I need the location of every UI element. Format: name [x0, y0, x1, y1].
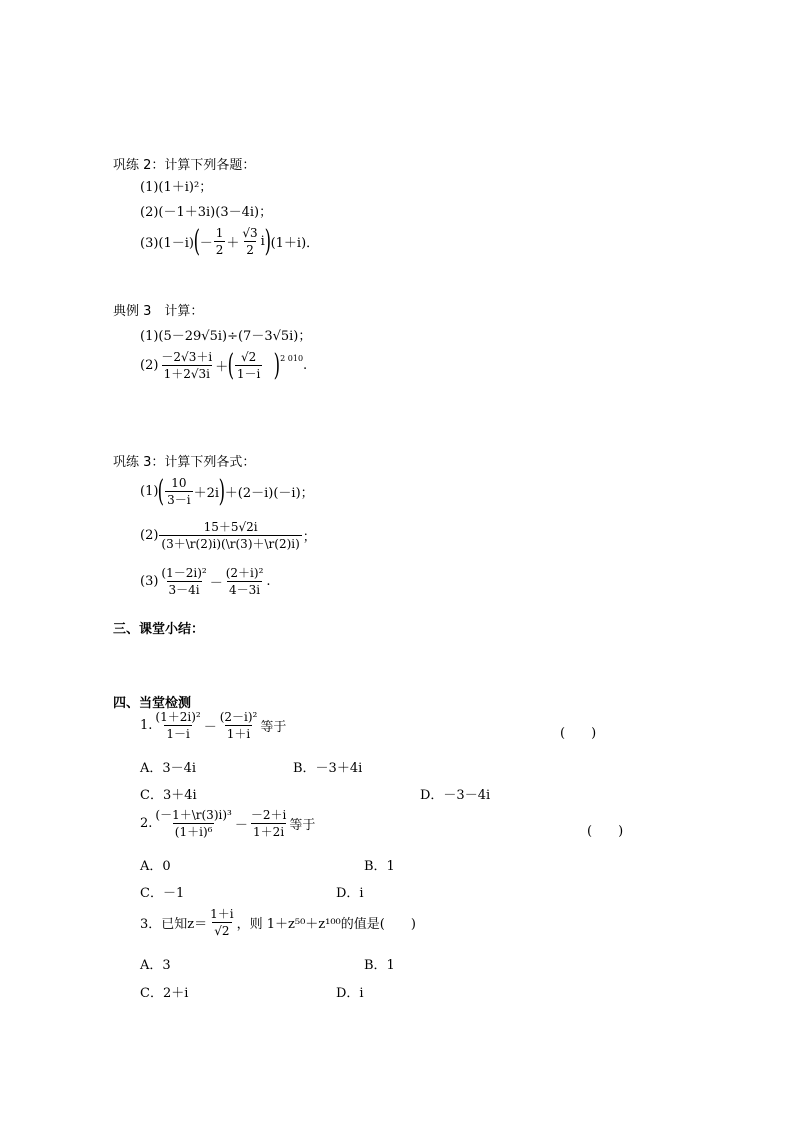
frac-numerator: (－1＋\r(3)i)³ — [155, 808, 232, 822]
frac-denominator: √2 — [214, 924, 230, 938]
frac-numerator: (2＋i)² — [225, 566, 264, 580]
example3-item2-prefix: (2) — [140, 358, 159, 373]
test-q2-option-a: A．0 — [140, 859, 171, 874]
frac-denominator: 1－i — [236, 367, 261, 381]
practice3-item1-mid: ＋2i — [193, 486, 220, 501]
test-q2-option-d: D．i — [336, 886, 364, 901]
test-q1-option-d: D．－3－4i — [420, 788, 491, 803]
test-q2-prefix: 2. — [140, 816, 153, 831]
test-q1-option-b: B．－3＋4i — [293, 761, 363, 776]
test-q3-suffix: ，则 1＋z⁵⁰＋z¹⁰⁰的值是( ) — [236, 917, 416, 932]
paren-left: ( — [193, 223, 201, 259]
practice2-item3: (3)(1－i) ( － $\frac{1}{2}$ ＋ $\frac{√3}{2}$ i ) (1＋i)． — [140, 223, 320, 259]
practice3-item2-prefix: (2) — [140, 528, 159, 543]
practice3-item1-frac — [165, 476, 192, 507]
frac-numerator: 1＋i — [210, 907, 234, 921]
test-q2-suffix: 等于 — [289, 818, 316, 833]
frac-numerator: 10 — [171, 476, 187, 490]
frac-numerator: √2 — [241, 350, 257, 364]
test-q3-frac — [208, 907, 235, 938]
test-q1-option-a: A．3－4i — [140, 761, 197, 776]
test-q3 — [140, 907, 416, 938]
frac-denominator: 1＋2√3i — [163, 367, 210, 381]
test-q1-option-c: C．3＋4i — [140, 788, 197, 803]
test-q2-frac2 — [249, 808, 288, 839]
frac-numerator: (1－2i)² — [161, 566, 207, 580]
practice3-item3-end: . — [266, 574, 271, 589]
paren-left: ( — [227, 347, 235, 383]
practice3-item2-end: ； — [302, 530, 316, 545]
example3-item2: (2) $\frac{-2√3+i}{1+2√3i}$ ＋ ( $\frac{√2}{1-i}$ ) $^{2 010}$ . — [140, 347, 308, 383]
practice3-item1-prefix: (1) — [140, 484, 159, 499]
test-q3-option-c: C．2＋i — [140, 986, 189, 1001]
practice3-title: 巩练 3：计算下列各式： — [113, 455, 256, 470]
test-q3-option-a: A．3 — [140, 958, 171, 973]
frac-numerator: (2－i)² — [219, 710, 258, 724]
example3-item2-frac1 — [159, 350, 214, 381]
frac-denominator: 3－4i — [168, 583, 200, 597]
practice3-item1 — [140, 473, 314, 509]
test-title: 四、当堂检测 — [113, 696, 192, 711]
example3-item2-end: . — [303, 358, 308, 373]
frac-numerator: －2＋i — [250, 808, 287, 822]
practice3-item1-suffix: ＋(2－i)(－i)； — [224, 486, 314, 501]
paren-right: ) — [218, 473, 226, 509]
frac-numerator: (1＋2i)² — [155, 710, 201, 724]
frac-numerator: －2√3＋i — [161, 350, 213, 364]
practice2-item3-suffix: (1＋i)． — [270, 236, 320, 251]
practice3-item3-frac1 — [159, 566, 208, 597]
test-q1-suffix: 等于 — [260, 720, 287, 735]
practice2-item3-frac-a — [214, 226, 226, 257]
test-q1: 1. $\frac{\text{(1＋2i)²}}{1-i}$ － $\frac{\text{(2－i)²}}{1+i}$ 等于 — [140, 710, 287, 741]
frac-denominator: (1＋i)⁶ — [174, 825, 213, 839]
frac-denominator: 2 — [215, 243, 224, 257]
example3-item2-frac2 — [235, 350, 262, 381]
practice2-item3-prefix: (3)(1－i) — [140, 236, 194, 251]
example3-item1: (1)(5－29√5i)÷(7－3√5i)； — [140, 329, 312, 344]
test-q3-prefix: 3．已知z＝ — [140, 917, 208, 932]
frac-denominator: 1＋2i — [253, 825, 285, 839]
test-q2-option-c: C．－1 — [140, 886, 185, 901]
test-q1-answer-bracket: ( ) — [560, 726, 597, 741]
test-q2: 2. $\frac{\text{(－1＋\textbackslash{}r(3)i)³}}{\text{(1＋i)⁶}}$ － $\frac{-2+i}{1+2i}$ 等于 — [140, 808, 316, 839]
paren-left: ( — [158, 473, 165, 509]
frac-denominator: 4－3i — [229, 583, 261, 597]
practice3-item3-prefix: (3) — [140, 574, 159, 589]
practice3-item3: (3) $\frac{\text{(1－2i)²}}{3-4i}$ － $\frac{\text{(2＋i)²}}{4-3i}$ . — [140, 566, 271, 597]
test-q3-option-d: D．i — [336, 986, 364, 1001]
frac-numerator: 15＋5√2i — [203, 520, 258, 534]
practice3-item2 — [140, 520, 316, 551]
test-q1-prefix: 1. — [140, 718, 153, 733]
practice2-item1: (1)(1＋i)²； — [140, 180, 213, 195]
practice2-item2: (2)(－1＋3i)(3－4i)； — [140, 205, 273, 220]
paren-right: ) — [274, 347, 281, 383]
frac-denominator: 3－i — [167, 493, 191, 507]
practice3-item3-frac2 — [224, 566, 266, 597]
frac-numerator: 1 — [215, 226, 224, 240]
frac-denominator: 2 — [246, 243, 254, 257]
frac-denominator: (3＋\r(2)i)(\r(3)＋\r(2)i) — [161, 537, 300, 551]
test-q2-option-b: B．1 — [364, 859, 395, 874]
summary-title: 三、课堂小结： — [113, 622, 205, 637]
practice3-item2-frac — [159, 520, 301, 551]
practice2-title: 巩练 2：计算下列各题： — [113, 158, 256, 173]
paren-right: ) — [264, 223, 271, 259]
test-q1-frac2 — [218, 710, 260, 741]
frac-denominator: 1＋i — [226, 727, 251, 741]
practice2-item3-frac-b — [240, 226, 259, 257]
test-q2-frac1 — [153, 808, 233, 839]
frac-numerator: √3 — [242, 226, 258, 240]
test-q1-frac1 — [153, 710, 202, 741]
example3-item2-exponent: 2 010 — [280, 354, 304, 363]
test-q3-option-b: B．1 — [364, 958, 395, 973]
test-q2-answer-bracket: ( ) — [587, 824, 624, 839]
frac-denominator: 1－i — [166, 727, 190, 741]
example3-title: 典例 3 计算： — [113, 304, 204, 319]
